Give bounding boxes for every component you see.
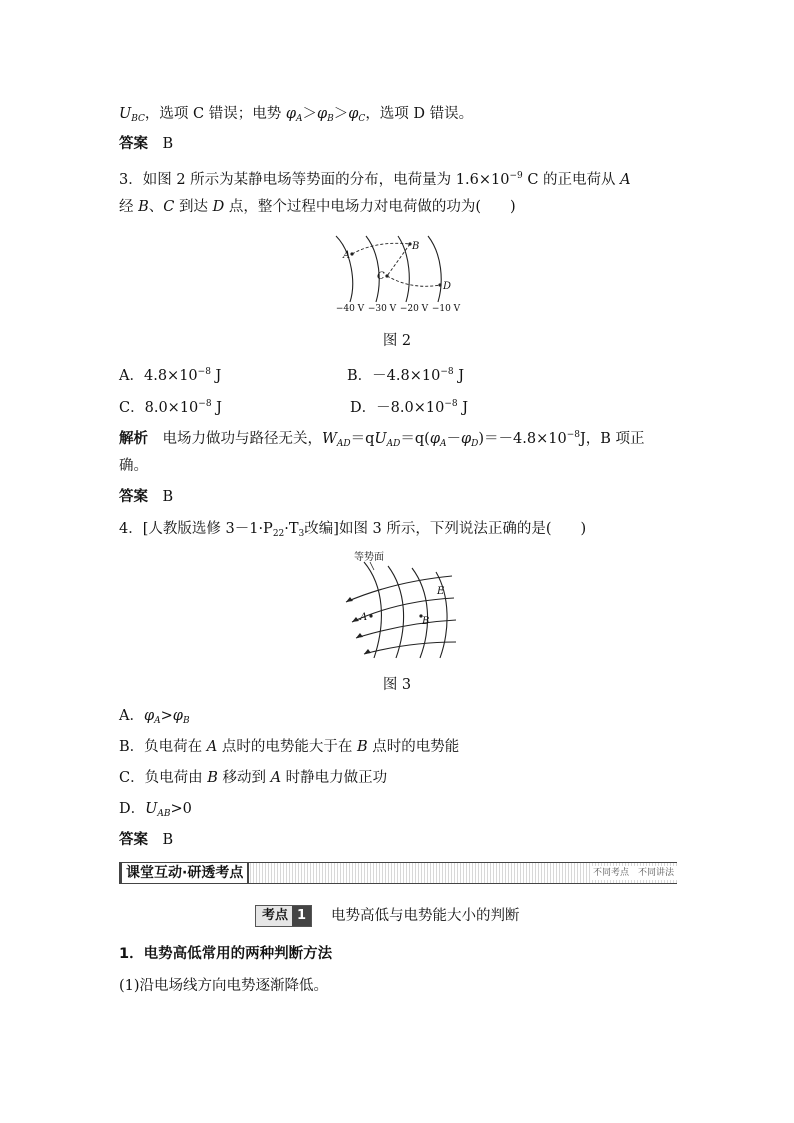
equipotential-line-1 xyxy=(336,236,353,302)
surface-label-leader xyxy=(370,562,374,570)
point-c-dot xyxy=(385,274,388,277)
point-e-label: E xyxy=(437,586,445,597)
path-b-to-c xyxy=(387,244,410,276)
field-line-3 xyxy=(356,620,456,638)
path-c-to-d xyxy=(387,276,440,286)
equipotential-arc-1 xyxy=(364,562,381,658)
analysis-line-2: 确。 xyxy=(119,458,148,474)
equipotential-arc-4 xyxy=(436,572,447,658)
q4-option-c: C．负电荷由 B 移动到 A 时静电力做正功 xyxy=(119,770,388,786)
equipotential-line-4 xyxy=(428,236,441,302)
point-1-heading: 1．电势高低常用的两种判断方法 xyxy=(119,946,333,962)
answer-line-3: 答案 B xyxy=(119,831,174,848)
point-a-dot xyxy=(350,252,353,255)
q3-option-a: A．$4.8\times 10^{-8}$ J xyxy=(119,367,222,384)
q4-option-a: A．$\varphi_A>\varphi_B$ xyxy=(119,708,190,726)
section-title: 课堂互动·研透考点 xyxy=(119,863,249,883)
q3-option-c: C．$8.0\times 10^{-8}$ J xyxy=(119,399,222,416)
section-tags: 不同考点 不同讲法 xyxy=(590,866,677,880)
continuation-line: $U_{BC}$，选项 C 错误；电势 $\varphi_A>\varphi_B>\varphi_C$，选项 D 错误。 xyxy=(119,106,474,124)
answer-line-1: 答案 B xyxy=(119,135,174,152)
point-d-dot xyxy=(438,283,441,286)
point-b-label: B xyxy=(412,241,420,252)
q4-option-d: D．$U_{AB}>0$ xyxy=(119,801,192,819)
answer-line-2: 答案 B xyxy=(119,488,174,505)
figure-3-caption: 图 3 xyxy=(382,677,412,693)
potential-label-2: −30 V xyxy=(367,304,397,314)
path-a-to-b xyxy=(352,243,410,254)
question-3-line-1: 3．如图 2 所示为某静电场等势面的分布，电荷量为 $1.6\times 10^{-9}$ C 的正电荷从 A xyxy=(119,171,631,188)
point-a-dot xyxy=(369,614,372,617)
point-d-label: D xyxy=(443,281,452,292)
point-1-subitem: (1)沿电场线方向电势逐渐降低。 xyxy=(119,978,329,994)
equipotential-arc-2 xyxy=(388,566,404,658)
equipotential-line-3 xyxy=(398,236,409,302)
q3-option-b: B．$-4.8\times 10^{-8}$ J xyxy=(347,367,465,384)
kaodian-title: 电势高低与电势能大小的判断 xyxy=(331,908,520,924)
potential-label-1: −40 V xyxy=(335,304,365,314)
q4-option-b: B．负电荷在 A 点时的电势能大于在 B 点时的电势能 xyxy=(119,739,460,755)
question-3-line-2: 经 B、C 到达 D 点，整个过程中电场力对电荷做的功为( ) xyxy=(119,199,516,215)
question-4-line: 4．[人教版选修 $3-1\cdot P_{22}\cdot T_3$改编]如图 3 所示，下列说法正确的是( ) xyxy=(119,521,587,539)
point-c-label: C xyxy=(377,271,385,282)
potential-label-4: −10 V xyxy=(431,304,461,314)
surface-label: 等势面 xyxy=(354,552,384,563)
potential-label-3: −20 V xyxy=(399,304,429,314)
field-arrow-3 xyxy=(356,633,363,638)
section-header-bar xyxy=(119,862,677,884)
figure-2-equipotential-diagram xyxy=(330,232,470,314)
kaodian-label: 考点 xyxy=(262,908,289,923)
kaodian-number: 1 xyxy=(292,906,311,926)
point-a-label: A xyxy=(360,612,368,623)
figure-2-caption: 图 2 xyxy=(382,333,412,349)
point-a-label: A xyxy=(343,250,351,261)
field-arrow-4 xyxy=(364,649,371,654)
analysis-line-1: 解析 电场力做功与路径无关，$W_{AD}=qU_{AD}=q(\varphi_A-\varphi_D)=-4.8\times 10^{-8}J$，B 项正 xyxy=(119,430,645,449)
kaodian-badge xyxy=(255,905,312,927)
point-b-label: B xyxy=(422,616,430,627)
q3-option-d: D．$-8.0\times 10^{-8}$ J xyxy=(350,399,469,416)
figure-3-field-diagram xyxy=(340,550,460,662)
